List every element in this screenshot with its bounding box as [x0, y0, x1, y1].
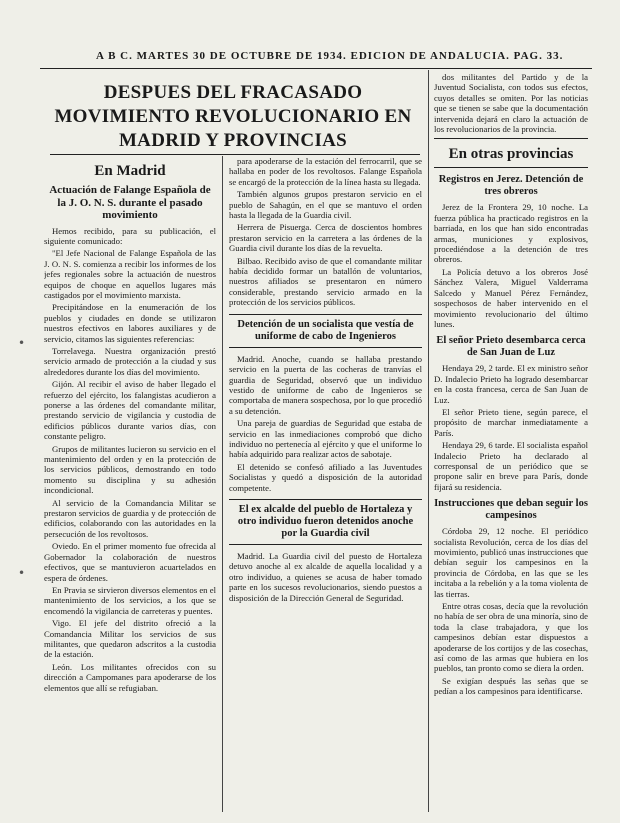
column-divider-1 [222, 156, 223, 812]
paragraph: Jerez de la Frontera 29, 10 noche. La fuerza pública ha practicado registros en la barriada, en los que han sido encontradas armas, municiones y explosivos, procediéndose a la detención de tres obreros. [434, 202, 588, 265]
page-header: A B C. MARTES 30 DE OCTUBRE DE 1934. EDICION DE ANDALUCIA. PAG. 33. [96, 50, 564, 62]
article-headline-campesinos: Instrucciones que deban seguir los campesinos [434, 498, 588, 522]
paragraph: Torrelavega. Nuestra organización prestó servicio armado de protección a la ciudad y sus alrededores durante los días del movimiento. [44, 345, 216, 377]
paragraph: Hendaya 29, 6 tarde. El socialista español Indalecio Prieto ha declarado al corresponsal de un periódico que se propone salir en breve para París, donde fijará su residencia. [434, 440, 588, 492]
paragraph: Al servicio de la Comandancia Militar se prestaron servicios de guardia y de protección de edificios, colaborando con las autoridades en la persecución de los revoltosos. [44, 497, 216, 539]
article-headline-socialista: Detención de un socialista que vestía de uniforme de cabo de Ingenieros [237, 318, 414, 342]
paragraph: Grupos de militantes lucieron su servicio en el mantenimiento del orden y en la protección de los servicios públicos, demostrando en todo momento su disciplina y su adhesión incondicional. [44, 443, 216, 496]
paragraph: Madrid. La Guardia civil del puesto de Hortaleza detuvo anoche al ex alcalde de aquella localidad y a otro individuo, a quienes se acusa de haber tomado parte en los sucesos revolucionarios, siendo puestos a disposición de la Dirección General de Seguridad. [229, 550, 422, 603]
header-rule [40, 68, 592, 69]
paragraph: "El Jefe Nacional de Falange Española de las J. O. N. S. comienza a recibir los informes de los jefes regionales sobre la actuación de nuestros equipos de choque en aquellos lugares más castigados por el movimiento marxista. [44, 248, 216, 300]
paragraph: Gijón. Al recibir el aviso de haber llegado el refuerzo del ejército, los falangistas acudieron a ponerse a las órdenes del comandante militar, prestando servicio de vigilancia y custodia de edificios públicos durante varios días, con constante peligro. [44, 379, 216, 442]
section-title-madrid: En Madrid [94, 163, 166, 179]
paragraph: Hendaya 29, 2 tarde. El ex ministro señor D. Indalecio Prieto ha logrado desembarcar en la costa francesa, cerca de San Juan de Luz. [434, 363, 588, 405]
paragraph: Se exigían después las señas que se pedían a los campesinos para identificarse. [434, 675, 588, 697]
section-rule [434, 138, 588, 139]
paragraph: Bilbao. Recibido aviso de que el comandante militar había decidido formar un batallón de voluntarios, nuestros afiliados se presentaron en número considerable, prestando servicio armado en la protección de los servicios públicos. [229, 255, 422, 308]
paragraph: Hemos recibido, para su publicación, el siguiente comunicado: [44, 225, 216, 246]
column-provinces [434, 72, 588, 814]
paragraph: Madrid. Anoche, cuando se hallaba prestando servicio en la puerta de las cocheras de tranvías el guardia de Seguridad, observó que un individuo vestido de uniforme de cabo de Ingenieros se comportaba de manera sospechosa, por lo que procedió a su detención. [229, 353, 422, 416]
section-title-provincias: En otras provincias [448, 146, 574, 163]
article-headline-prieto: El señor Prieto desembarca cerca de San Juan de Luz [436, 335, 586, 359]
paragraph: Herrera de Pisuerga. Cerca de doscientos hombres prestaron servicio en la carretera a las órdenes de la Guardia civil durante los días de la revuelta. [229, 222, 422, 254]
headline-rule [50, 154, 420, 155]
article-headline-falange: Actuación de Falange Española de la J. O. N. S. durante el pasado movimiento [49, 184, 211, 221]
paragraph: También algunos grupos prestaron servicio en el pueblo de Sahagún, en el que se mantuvo el orden hasta la llegada de la Guardia civil. [229, 189, 422, 221]
paragraph: Vigo. El jefe del distrito ofreció a la Comandancia Militar los servicios de sus militantes, que quedaron adscritos a la custodia de la estación. [44, 618, 216, 660]
paragraph: Córdoba 29, 12 noche. El periódico socialista Revolución, cerca de los días del movimiento, publicó unas instrucciones que debían seguir los campesinos en la provincia de Córdoba, en las que se les incitaba a la rebelión y a la toma violenta de las tierras. [434, 526, 588, 599]
section-rule [434, 167, 588, 168]
article-header-hortaleza [229, 499, 422, 545]
paragraph: Oviedo. En el primer momento fue ofrecida al Gobernador la colaboración de nuestros efectivos, que se mantuvieron acuartelados en espera de órdenes. [44, 541, 216, 583]
paragraph: En Pravia se sirvieron diversos elementos en el mantenimiento de los servicios, a los que se encomendó la vigilancia de carreteras y puentes. [44, 584, 216, 616]
article-header-socialista [229, 314, 422, 348]
paragraph: Una pareja de guardias de Seguridad que estaba de servicio en las inmediaciones comprobó que dicho individuo no pertenecía al ejército y que el uniforme lo había adquirido para realizar actos de sabotaje. [229, 418, 422, 460]
paragraph: El detenido se confesó afiliado a las Juventudes Socialistas y quedó a disposición de la autoridad competente. [229, 461, 422, 493]
paragraph: Precipitándose en la enumeración de los pueblos y ciudades en donde se utilizaron nuestros efectivos en labores auxiliares y de servicio, citamos las siguientes referencias: [44, 302, 216, 344]
article-headline-hortaleza: El ex alcalde del pueblo de Hortaleza y otro individuo fueron detenidos anoche por la Guardia civil [237, 503, 414, 539]
paragraph: La Policía detuvo a los obreros José Sánchez Valera, Miguel Valderrama Salcedo y Manuel Pérez Fernández, sospechosos de haber intervenido en el movimiento revolucionario del último lunes. [434, 266, 588, 329]
margin-mark: • [18, 566, 26, 580]
column-madrid [44, 156, 216, 816]
main-headline: DESPUES DEL FRACASADO MOVIMIENTO REVOLUCIONARIO EN MADRID Y PROVINCIAS [54, 82, 412, 151]
paragraph: El señor Prieto tiene, según parece, el propósito de marchar inmediatamente a París. [434, 406, 588, 438]
column-divider-2 [428, 70, 429, 812]
paragraph: dos militantes del Partido y de la Juventud Socialista, con todos sus efectos, cuyos detalles se omiten. Por las noticias que se tienen se sabe que la documentación intervenida dejará en claro la actuación de los revolucionarios de la provincia. [434, 72, 588, 135]
paragraph: para apoderarse de la estación del ferrocarril, que se hallaba en poder de los revoltosos. Falange Española se encargó de la protección de la línea hasta su llegada. [229, 156, 422, 187]
column-center [229, 156, 422, 816]
paragraph: León. Los militantes ofrecidos con su dirección a Campomanes para apoderarse de los elementos que allí se refugiaban. [44, 661, 216, 693]
article-headline-jerez: Registros en Jerez. Detención de tres obreros [438, 174, 584, 198]
paragraph: Entre otras cosas, decía que la revolución no había de ser obra de una minoría, sino de toda la clase trabajadora, y que los campesinos debían estar dispuestos a apoderarse de los cortijos y de las cosechas, así como de las armas que hubiera en los pueblos, tan pronto como se diera la orden. [434, 601, 588, 674]
margin-mark: • [18, 336, 26, 350]
